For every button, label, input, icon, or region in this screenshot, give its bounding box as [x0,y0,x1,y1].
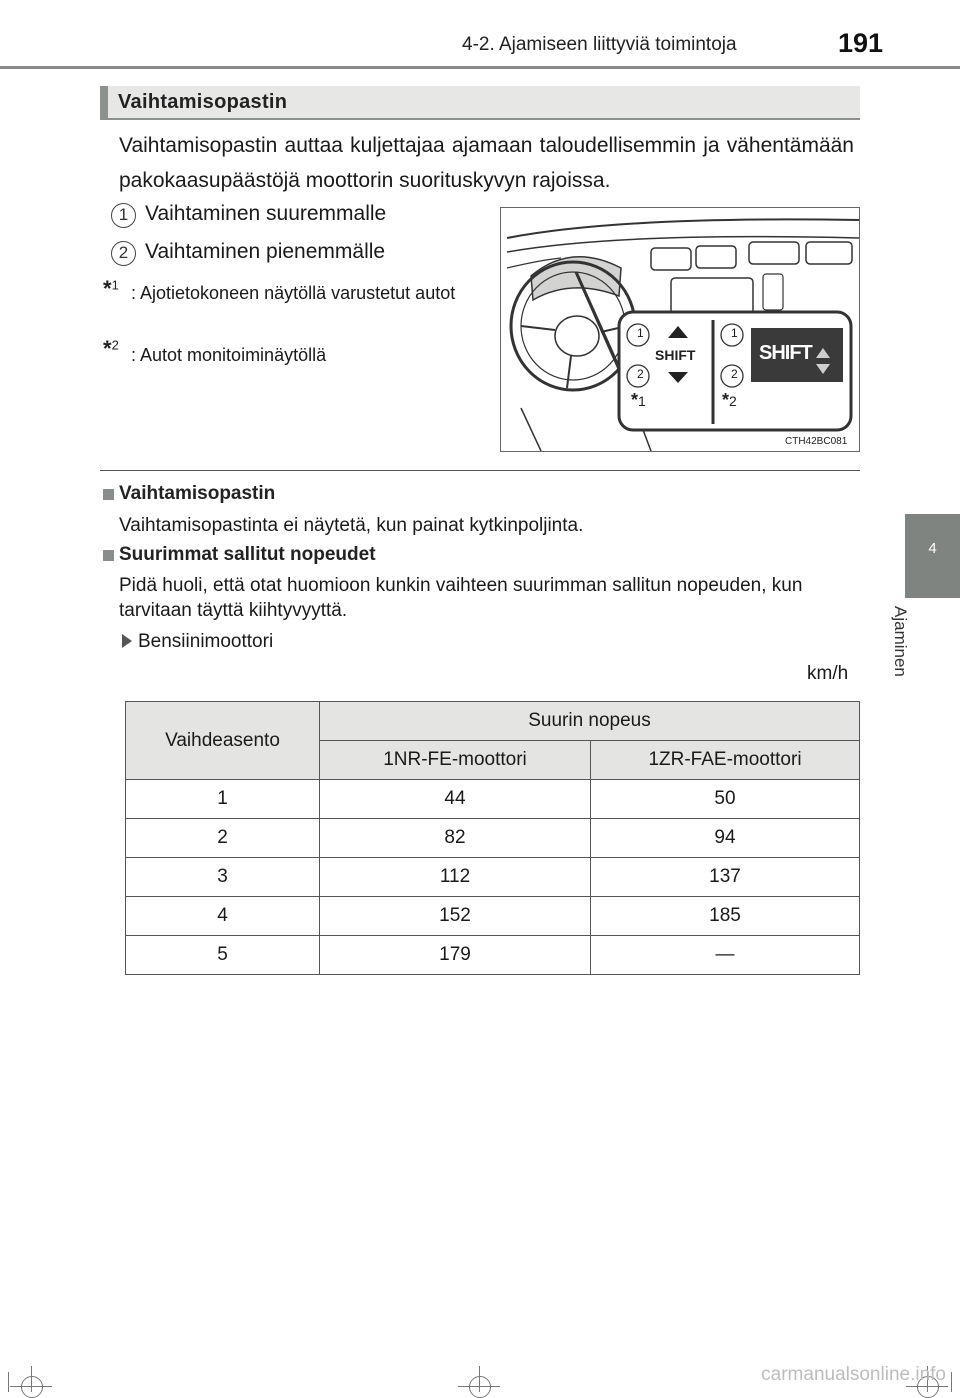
table-row [126,858,860,897]
callout-num-3: 1 [731,326,738,340]
section-heading: Vaihtamisopastin [118,91,288,113]
table-cell: 5 [126,936,320,975]
table-cell: — [591,936,860,975]
header-engine-1zr: 1ZR-FAE-moottori [591,741,860,780]
shift-label-small: SHIFT [655,347,696,363]
callout-num-2: 2 [637,367,644,381]
table-cell: 1 [126,780,320,819]
callout-star-1-sup: 1 [638,393,646,409]
callout-star-2-mark: * [722,390,730,410]
footnote-1-text: : Ajotietokoneen näytöllä varustetut autot [131,283,456,303]
chapter-tab-label-text: Ajaminen [891,606,910,677]
callout-star-1-mark: * [631,390,639,410]
square-bullet-icon [103,489,114,500]
watermark: carmanualsonline.info [761,1364,946,1385]
table-cell: 50 [591,780,860,819]
table-cell: 179 [320,936,591,975]
table-cell: 112 [320,858,591,897]
table-row [126,780,860,819]
dashboard-drawing [501,208,859,451]
table-cell: 152 [320,897,591,936]
intro-paragraph: Vaihtamisopastin auttaa kuljettajaa ajamaan taloudellisemmin ja vähentämään pakokaasupäästöjä moottorin suorituskyvyn rajoissa. [119,134,854,192]
table-row [126,819,860,858]
footnote-1-mark [103,276,119,302]
shift-label-display: SHIFT [759,342,812,364]
header-section-title: 4-2. Ajamiseen liittyviä toimintoja [462,34,737,55]
header-rule [0,66,960,69]
table-cell: 82 [320,819,591,858]
table-cell: 185 [591,897,860,936]
table-cell: 137 [591,858,860,897]
list-item-downshift: Vaihtaminen pienemmälle [145,240,386,263]
callout-num-1: 1 [637,326,644,340]
info-text-2: Pidä huoli, että otat huomioon kunkin vaihteen suurimman sallitun nopeuden, kun tarvitaan täyttä kiihtyvyyttä. [119,575,803,621]
footnote-2-mark [103,336,119,362]
unit-label: km/h [807,663,849,684]
crop-mark-line [8,1372,9,1392]
footnote-2-text: : Autot monitoiminäytöllä [131,345,327,365]
callout-star-1 [631,390,646,411]
header-engine-1nr: 1NR-FE-moottori [320,741,591,780]
footnote-2-sup: 2 [111,337,119,353]
illustration-code: CTH42BC081 [785,436,848,447]
header-gear-position: Vaihdeasento [126,702,320,780]
list-number-2: 2 [111,241,136,266]
crop-mark-icon [469,1376,491,1398]
table-cell: 2 [126,819,320,858]
footnote-1-star: * [103,276,112,301]
callout-star-2-sup: 2 [729,393,737,409]
max-speed-table [125,701,860,975]
crop-mark-line [479,1366,480,1392]
footnote-2-star: * [103,336,112,361]
table-cell: 4 [126,897,320,936]
table-cell: 44 [320,780,591,819]
table-cell: 3 [126,858,320,897]
crop-mark-icon [21,1376,43,1398]
info-title-2: Suurimmat sallitut nopeudet [119,544,376,565]
sub-item-engine: Bensiinimoottori [138,631,274,652]
crop-mark-line [31,1366,32,1392]
info-text-1: Vaihtamisopastinta ei näytetä, kun painat kytkinpoljinta. [119,515,584,536]
triangle-bullet-icon [122,634,132,648]
table-header-row [126,702,860,741]
chapter-tab-label [891,606,944,698]
crop-mark-line [458,1386,500,1387]
callout-num-4: 2 [731,367,738,381]
header-max-speed: Suurin nopeus [320,702,860,741]
info-title-1: Vaihtamisopastin [119,483,276,504]
table-cell: 94 [591,819,860,858]
footnote-1-sup: 1 [111,277,119,293]
callout-star-2 [722,390,737,411]
table-row [126,936,860,975]
list-number-1: 1 [111,203,136,228]
crop-mark-line [10,1386,52,1387]
table-row [126,897,860,936]
crop-mark-line [906,1386,948,1387]
list-item-upshift: Vaihtaminen suuremmalle [145,202,387,225]
crop-mark-line [951,1372,952,1392]
section-divider [100,470,860,471]
dashboard-illustration [500,207,860,452]
square-bullet-icon [103,550,114,561]
page-number: 191 [838,28,884,58]
chapter-tab-number: 4 [928,540,937,557]
